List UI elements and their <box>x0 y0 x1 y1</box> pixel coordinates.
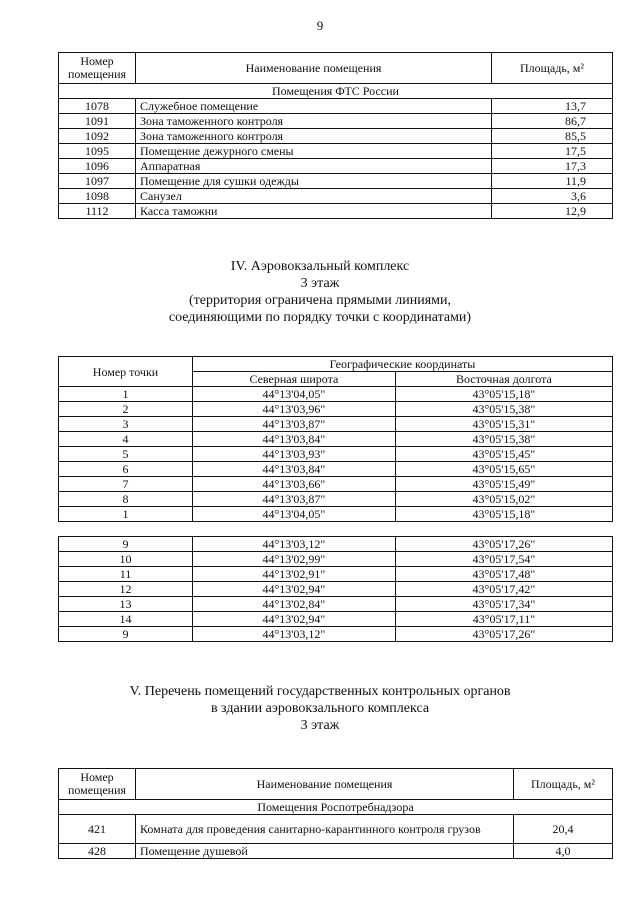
table-row <box>59 159 613 174</box>
rooms-table-fts-body <box>59 99 613 219</box>
east-longitude: 43°05'15,18" <box>395 387 612 402</box>
table-row <box>59 99 613 114</box>
east-longitude: 43°05'15,49" <box>395 477 612 492</box>
room-area: 20,4 <box>514 815 613 844</box>
point-number: 6 <box>59 462 193 477</box>
section-title: Помещения Роспотребнадзора <box>59 800 613 815</box>
table-row <box>59 582 613 597</box>
north-latitude: 44°13'04,05" <box>193 387 396 402</box>
room-name: Санузел <box>136 189 492 204</box>
point-number: 3 <box>59 417 193 432</box>
east-longitude: 43°05'15,02" <box>395 492 612 507</box>
east-longitude: 43°05'17,48" <box>395 567 612 582</box>
room-number: 421 <box>59 815 136 844</box>
room-area: 13,7 <box>492 99 613 114</box>
point-number: 7 <box>59 477 193 492</box>
header-room-name: Наименование помещения <box>136 769 514 800</box>
east-longitude: 43°05'15,31" <box>395 417 612 432</box>
table-row <box>59 417 613 432</box>
room-name: Служебное помещение <box>136 99 492 114</box>
table-header-row <box>59 769 613 800</box>
table-row <box>59 114 613 129</box>
section-row <box>59 800 613 815</box>
north-latitude: 44°13'04,05" <box>193 507 396 522</box>
point-number: 5 <box>59 447 193 462</box>
east-longitude: 43°05'15,38" <box>395 432 612 447</box>
east-longitude: 43°05'17,26" <box>395 627 612 642</box>
header-room-number: Номер помещения <box>59 53 136 84</box>
room-area: 11,9 <box>492 174 613 189</box>
room-number: 1096 <box>59 159 136 174</box>
page-number: 9 <box>316 18 324 33</box>
point-number: 8 <box>59 492 193 507</box>
table-row <box>59 174 613 189</box>
room-area: 3,6 <box>492 189 613 204</box>
room-name: Помещение дежурного смены <box>136 144 492 159</box>
section-v-title-line1: V. Перечень помещений государственных контрольных органов <box>129 684 511 699</box>
table-row <box>59 844 613 859</box>
table-row <box>59 815 613 844</box>
point-number: 9 <box>59 537 193 552</box>
room-area: 17,3 <box>492 159 613 174</box>
room-name: Аппаратная <box>136 159 492 174</box>
section-iv-floor: 3 этаж <box>300 276 340 291</box>
north-latitude: 44°13'03,93" <box>193 447 396 462</box>
header-room-name: Наименование помещения <box>136 53 492 84</box>
room-number: 1097 <box>59 174 136 189</box>
room-area: 12,9 <box>492 204 613 219</box>
north-latitude: 44°13'02,84" <box>193 597 396 612</box>
room-name: Помещение душевой <box>136 844 514 859</box>
room-number: 1092 <box>59 129 136 144</box>
table-row <box>59 387 613 402</box>
table-row <box>59 432 613 447</box>
section-v-heading <box>0 683 640 734</box>
room-number: 1078 <box>59 99 136 114</box>
east-longitude: 43°05'17,42" <box>395 582 612 597</box>
north-latitude: 44°13'02,94" <box>193 582 396 597</box>
header-north-latitude: Северная широта <box>193 372 396 387</box>
point-number: 10 <box>59 552 193 567</box>
north-latitude: 44°13'03,84" <box>193 432 396 447</box>
room-number: 1091 <box>59 114 136 129</box>
coordinates-table <box>58 356 613 642</box>
north-latitude: 44°13'03,87" <box>193 417 396 432</box>
room-name: Помещение для сушки одежды <box>136 174 492 189</box>
north-latitude: 44°13'03,66" <box>193 477 396 492</box>
table-row <box>59 477 613 492</box>
east-longitude: 43°05'15,65" <box>395 462 612 477</box>
table-row <box>59 627 613 642</box>
room-area: 17,5 <box>492 144 613 159</box>
rooms-table-fts <box>58 52 613 219</box>
north-latitude: 44°13'02,91" <box>193 567 396 582</box>
point-number: 4 <box>59 432 193 447</box>
east-longitude: 43°05'17,26" <box>395 537 612 552</box>
spacer-row <box>59 522 613 537</box>
section-iv-heading <box>0 258 640 326</box>
point-number: 14 <box>59 612 193 627</box>
table-row <box>59 144 613 159</box>
section-title: Помещения ФТС России <box>59 84 613 99</box>
east-longitude: 43°05'15,18" <box>395 507 612 522</box>
table-row <box>59 537 613 552</box>
north-latitude: 44°13'03,12" <box>193 537 396 552</box>
room-area: 4,0 <box>514 844 613 859</box>
room-area: 86,7 <box>492 114 613 129</box>
room-area: 85,5 <box>492 129 613 144</box>
header-area: Площадь, м² <box>514 769 613 800</box>
east-longitude: 43°05'17,54" <box>395 552 612 567</box>
table-row <box>59 447 613 462</box>
room-number: 1112 <box>59 204 136 219</box>
header-room-number: Номер помещения <box>59 769 136 800</box>
table-row <box>59 507 613 522</box>
rooms-table-rospotrebnadzor-body <box>59 815 613 859</box>
coords-group-2 <box>59 537 613 642</box>
coords-header-row-1 <box>59 357 613 372</box>
room-name: Комната для проведения санитарно-карантинного контроля грузов <box>136 815 514 844</box>
header-point-number: Номер точки <box>59 357 193 387</box>
room-name: Зона таможенного контроля <box>136 129 492 144</box>
table-row <box>59 189 613 204</box>
table-row <box>59 129 613 144</box>
header-area: Площадь, м² <box>492 53 613 84</box>
header-geo-coordinates: Географические координаты <box>193 357 613 372</box>
rooms-table-rospotrebnadzor <box>58 768 613 859</box>
north-latitude: 44°13'02,94" <box>193 612 396 627</box>
coords-group-1 <box>59 387 613 522</box>
point-number: 1 <box>59 387 193 402</box>
east-longitude: 43°05'17,11" <box>395 612 612 627</box>
east-longitude: 43°05'15,38" <box>395 402 612 417</box>
coords-spacer <box>59 522 613 537</box>
north-latitude: 44°13'03,84" <box>193 462 396 477</box>
section-v-floor: 3 этаж <box>300 718 340 733</box>
north-latitude: 44°13'03,12" <box>193 627 396 642</box>
north-latitude: 44°13'03,87" <box>193 492 396 507</box>
section-iv-title: IV. Аэровокзальный комплекс <box>230 259 410 274</box>
east-longitude: 43°05'15,45" <box>395 447 612 462</box>
point-number: 11 <box>59 567 193 582</box>
room-number: 1095 <box>59 144 136 159</box>
point-number: 12 <box>59 582 193 597</box>
table-row <box>59 612 613 627</box>
section-row <box>59 84 613 99</box>
table-row <box>59 597 613 612</box>
north-latitude: 44°13'02,99" <box>193 552 396 567</box>
room-number: 1098 <box>59 189 136 204</box>
table-row <box>59 492 613 507</box>
room-name: Зона таможенного контроля <box>136 114 492 129</box>
north-latitude: 44°13'03,96" <box>193 402 396 417</box>
room-name: Касса таможни <box>136 204 492 219</box>
table-header-row <box>59 53 613 84</box>
point-number: 13 <box>59 597 193 612</box>
section-iv-note-line1: (территория ограничена прямыми линиями, <box>188 293 452 308</box>
point-number: 2 <box>59 402 193 417</box>
table-row <box>59 462 613 477</box>
point-number: 1 <box>59 507 193 522</box>
room-number: 428 <box>59 844 136 859</box>
table-row <box>59 204 613 219</box>
section-v-title-line2: в здании аэровокзального комплекса <box>210 701 430 716</box>
table-row <box>59 552 613 567</box>
table-row <box>59 567 613 582</box>
header-east-longitude: Восточная долгота <box>395 372 612 387</box>
table-row <box>59 402 613 417</box>
section-iv-note-line2: соединяющими по порядку точки с координатами) <box>168 310 472 325</box>
point-number: 9 <box>59 627 193 642</box>
east-longitude: 43°05'17,34" <box>395 597 612 612</box>
